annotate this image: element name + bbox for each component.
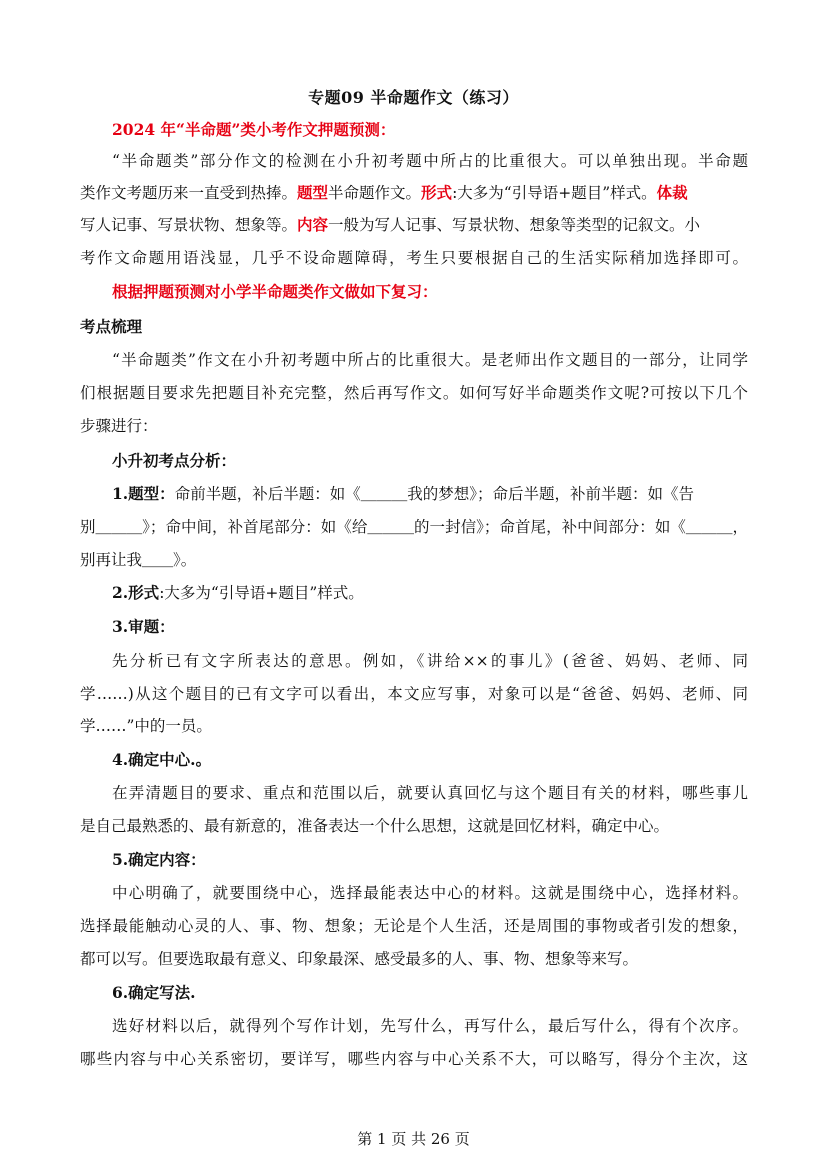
- intro-line-3: 写人记事、写景状物、想象等。内容一般为写人记事、写景状物、想象等类型的记叙文。小: [80, 215, 701, 234]
- prediction-heading: 2024 年“半命题”类小考作文押题预测：: [112, 120, 396, 139]
- item3-label: 3.审题：: [112, 617, 175, 636]
- page-title: 专题09 半命题作文（练习）: [308, 88, 519, 107]
- keyword-genre: 体裁: [656, 183, 688, 202]
- section-heading-kaodian: 考点梳理: [80, 317, 143, 336]
- section2-line-1: “半命题类”作文在小升初考题中所占的比重很大。是老师出作文题目的一部分，让同学: [112, 351, 748, 369]
- item6-line-2: 哪些内容与中心关系密切，要详写，哪些内容与中心关系不大，可以略写，得分个主次，这: [80, 1050, 748, 1068]
- item5-line-2: 选择最能触动心灵的人、事、物、想象；无论是个人生活，还是周围的事物或者引发的想象，: [80, 917, 748, 935]
- keyword-type: 题型: [297, 183, 329, 202]
- intro-line-1: “半命题类”部分作文的检测在小升初考题中所占的比重很大。可以单独出现。半命题: [112, 152, 748, 170]
- item1-label: 1.题型：: [112, 484, 175, 503]
- item4-line-2: 是自己最熟悉的、最有新意的，准备表达一个什么思想，这就是回忆材料，确定中心。: [80, 817, 670, 835]
- item2-line: 2.形式:大多为“引导语+题目”样式。: [112, 583, 364, 602]
- item1-line-2: 别＿＿＿》；命中间，补首尾部分：如《给＿＿＿的一封信》；命首尾，补中间部分：如《＿＿＿，: [80, 518, 748, 536]
- keyword-content: 内容: [297, 215, 329, 234]
- item3-line-2: 学……)从这个题目的已有文字可以看出，本文应写事，对象可以是“爸爸、妈妈、老师、同: [80, 685, 748, 703]
- review-heading: 根据押题预测对小学半命题类作文做如下复习：: [112, 282, 438, 301]
- intro-line-2: 类作文考题历来一直受到热捧。题型半命题作文。形式:大多为“引导语+题目”样式。体裁: [80, 183, 688, 202]
- item5-line-3: 都可以写。但要选取最有意义、印象最深、感受最多的人、事、物、想象等来写。: [80, 950, 639, 968]
- item4-line-1: 在弄清题目的要求、重点和范围以后，就要认真回忆与这个题目有关的材料，哪些事儿: [112, 784, 748, 802]
- item5-label: 5.确定内容：: [112, 850, 206, 869]
- item1-line-1: 1.题型：命前半题，补后半题：如《＿＿＿我的梦想》；命后半题，补前半题：如《告: [112, 484, 694, 503]
- item6-label: 6.确定写法.: [112, 983, 196, 1002]
- item4-label: 4.确定中心.。: [112, 750, 212, 769]
- intro-line-4: 考作文命题用语浅显，几乎不设命题障碍，考生只要根据自己的生活实际稍加选择即可。: [80, 249, 748, 267]
- section2-line-2: 们根据题目要求先把题目补充完整，然后再写作文。如何写好半命题类作文呢?可按以下几个: [80, 384, 748, 402]
- item5-line-1: 中心明确了，就要围绕中心，选择最能表达中心的材料。这就是围绕中心，选择材料。: [112, 884, 748, 902]
- analysis-heading: 小升初考点分析：: [112, 451, 237, 470]
- keyword-form: 形式: [421, 183, 453, 202]
- item1-line-3: 别再让我＿＿》。: [80, 551, 197, 569]
- item3-line-1: 先分析已有文字所表达的意思。例如，《讲给××的事儿》(爸爸、妈妈、老师、同: [112, 652, 748, 670]
- section2-line-3: 步骤进行：: [80, 417, 158, 435]
- item6-line-1: 选好材料以后，就得列个写作计划，先写什么，再写什么，最后写什么，得有个次序。: [112, 1017, 748, 1035]
- item2-label: 2.形式: [112, 583, 160, 602]
- item3-line-3: 学……”中的一员。: [80, 717, 212, 735]
- page-footer: 第 1 页 共 26 页: [357, 1130, 470, 1148]
